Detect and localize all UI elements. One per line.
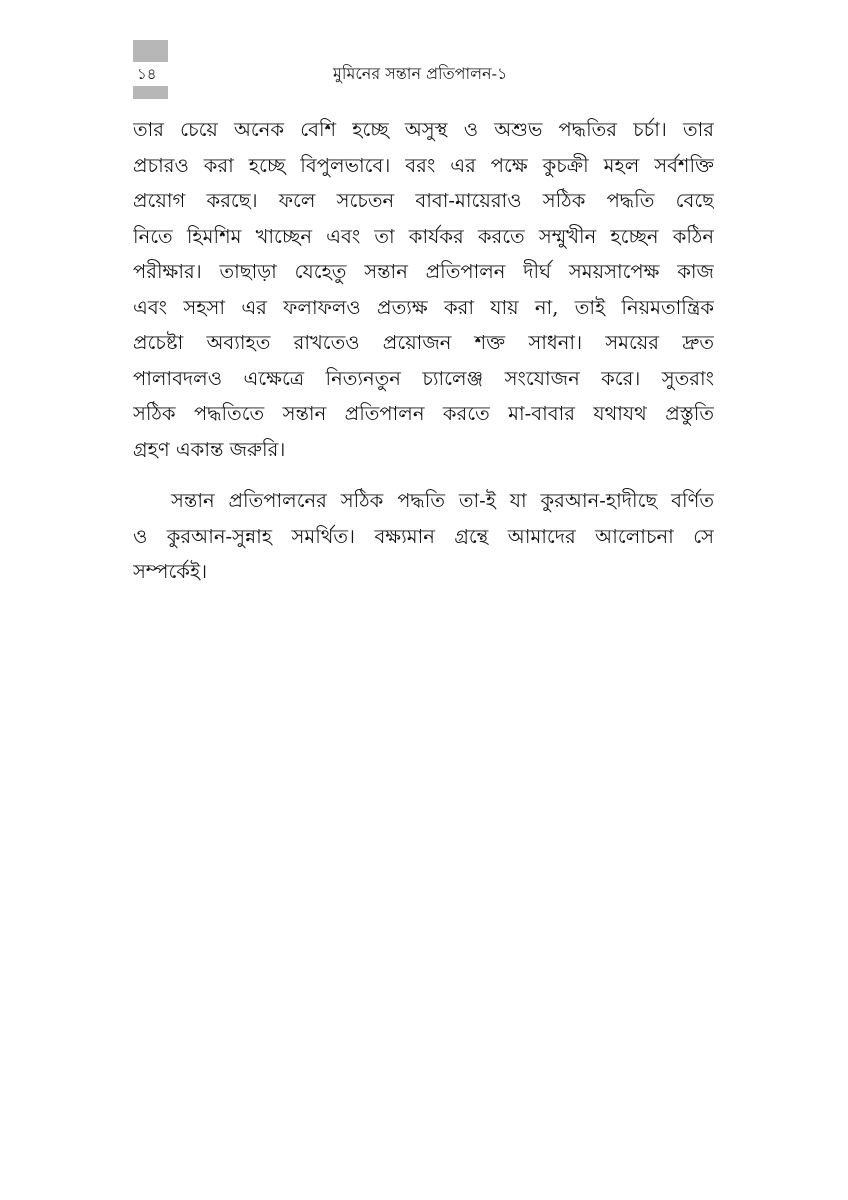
text-line: এবং সহসা এর ফলাফলও প্রত্যক্ষ করা যায় না, তাই নিয়মতান্ত্রিক (133, 295, 714, 319)
text-line: নিতে হিমশিম খাচ্ছেন এবং তা কার্যকর করতে সম্মুখীন হচ্ছেন কঠিন (133, 224, 714, 248)
text-line: সন্তান প্রতিপালনের সঠিক পদ্ধতি তা-ই যা কুরআন-হাদীছে বর্ণিত (171, 489, 714, 512)
text-line: প্রচেষ্টা অব্যাহত রাখতেও প্রয়োজন শক্ত সাধনা। সময়ের দ্রুত (133, 331, 714, 354)
body-text (133, 112, 714, 590)
text-line: তার চেয়ে অনেক বেশি হচ্ছে অসুস্থ ও অশুভ পদ্ধতির চর্চা। তার (133, 118, 714, 141)
running-title: মুমিনের সন্তান প্রতিপালন-১ (333, 64, 508, 83)
text-line: প্রয়োগ করছে। ফলে সচেতন বাবা-মায়েরাও সঠিক পদ্ধতি বেছে (133, 189, 714, 212)
text-line: পালাবদলও এক্ষেত্রে নিত্যনতুন চ্যালেঞ্জ সংযোজন করে। সুতরাং (133, 366, 714, 390)
page-header (133, 40, 714, 100)
text-line: প্রচারও করা হচ্ছে বিপুলভাবে। বরং এর পক্ষে কুচক্রী মহল সর্বশক্তি (133, 153, 714, 177)
text-line: গ্রহণ একান্ত জরুরি। (133, 437, 286, 461)
paragraph-gap (133, 467, 714, 483)
page-number: ১৪ (137, 65, 157, 83)
text-line: সঠিক পদ্ধতিতে সন্তান প্রতিপালন করতে মা-বাবার যথাযথ প্রস্তুতি (133, 402, 714, 425)
page-number-box (133, 40, 168, 100)
page-number-bar-top (133, 40, 168, 62)
paragraph-2 (133, 483, 714, 590)
page-number-bar-bottom (133, 86, 168, 99)
text-line: সম্পর্কেই। (133, 560, 208, 583)
text-line: পরীক্ষার। তাছাড়া যেহেতু সন্তান প্রতিপালন দীর্ঘ সময়সাপেক্ষ কাজ (133, 260, 714, 283)
text-line: ও কুরআন-সুন্নাহ সমর্থিত। বক্ষ্যমান গ্রন্থে আমাদের আলোচনা সে (133, 524, 714, 548)
paragraph-1 (133, 112, 714, 467)
